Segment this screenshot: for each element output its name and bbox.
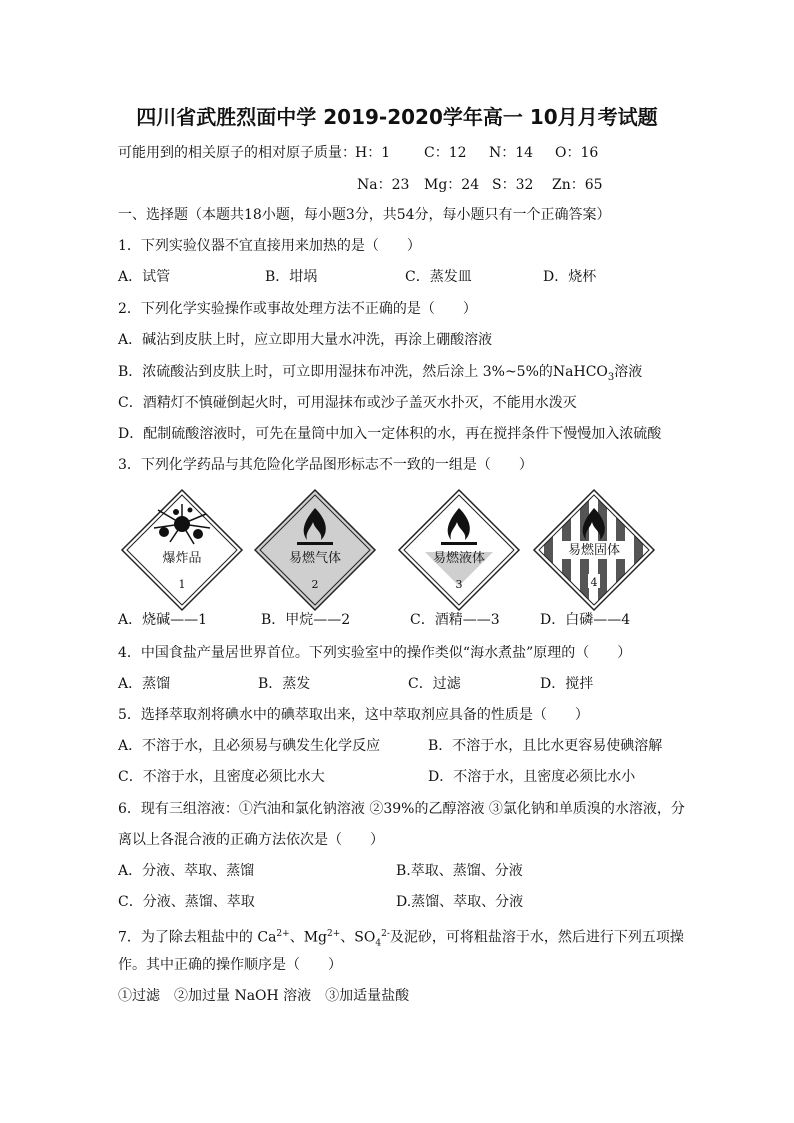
atomic-mass-h: H：1 (355, 145, 391, 161)
sign-1-label: 爆炸品 (162, 551, 202, 566)
q7-mg-charge: 2+ (327, 929, 341, 939)
question-3-option-a: A．烧碱——1 (118, 612, 208, 628)
question-6-stem-line2: 离以上各混合液的正确方法依次是（ ） (118, 832, 384, 848)
sign-3-number: 3 (455, 578, 463, 591)
q7-text-c: 、SO (340, 929, 376, 946)
sign-3-label: 易燃液体 (432, 551, 486, 566)
question-1-option-d: D．烧杯 (543, 269, 597, 285)
question-4-option-a: A．蒸馏 (118, 676, 171, 692)
question-6-option-a: A．分液、萃取、蒸馏 (118, 863, 255, 879)
sign-4-number: 4 (590, 576, 598, 589)
question-3-option-d: D．白磷——4 (540, 612, 631, 628)
question-7-stem-line1 (118, 924, 684, 953)
question-2-stem: 2．下列化学实验操作或事故处理方法不正确的是（ ） (118, 301, 477, 317)
question-6-stem-line1: 6．现有三组溶液：①汽油和氯化钠溶液 ②39%的乙醇溶液 ③氯化钠和单质溴的水溶液，分 (118, 801, 685, 817)
question-3-stem: 3．下列化学药品与其危险化学品图形标志不一致的一组是（ ） (118, 457, 533, 473)
q7-ca-charge: 2+ (276, 929, 290, 939)
question-4-stem: 4．中国食盐产量居世界首位。下列实验室中的操作类似“海水煮盐”原理的（ ） (118, 645, 632, 661)
q7-so4-charge: 2- (381, 929, 390, 939)
question-1-option-c: C．蒸发皿 (405, 269, 472, 285)
question-2-option-b-text: B．浓硫酸沾到皮肤上时，可立即用湿抹布冲洗，然后涂上 3%~5%的NaHCO (118, 364, 608, 380)
question-1-option-b: B．坩埚 (265, 269, 318, 285)
exam-title: 四川省武胜烈面中学 2019-2020学年高一 10月月考试题 (136, 105, 658, 129)
atomic-mass-mg: Mg：24 (424, 177, 480, 193)
question-2-option-b (118, 362, 642, 388)
question-5-stem: 5．选择萃取剂将碘水中的碘萃取出来，这中萃取剂应具备的性质是（ ） (118, 707, 589, 723)
atomic-mass-zn: Zn：65 (552, 177, 603, 193)
question-2-option-c: C．酒精灯不慎碰倒起火时，可用湿抹布或沙子盖灭水扑灭，不能用水泼灭 (118, 395, 577, 411)
atomic-mass-intro: 可能用到的相关原子的相对原子质量： (118, 145, 356, 161)
question-2-option-b-subscript: 3 (607, 371, 615, 383)
q7-text-b: 、Mg (289, 929, 327, 946)
question-1-option-a: A．试管 (118, 269, 171, 285)
hazard-sign-flammable-liquid (397, 488, 521, 612)
q7-text-a: 7．为了除去粗盐中的 Ca (118, 929, 277, 946)
question-5-option-b: B．不溶于水，且比水更容易使碘溶解 (428, 738, 663, 754)
question-5-option-c: C．不溶于水，且密度必须比水大 (118, 769, 325, 785)
question-6-option-b: B.萃取、蒸馏、分液 (396, 863, 523, 879)
atomic-mass-c: C：12 (424, 145, 467, 161)
question-3-option-c: C．酒精——3 (410, 612, 500, 628)
question-2-option-b-tail: 溶液 (614, 364, 643, 380)
q7-so4-subscript: 4 (375, 938, 382, 949)
question-7-steps: ①过滤 ②加过量 NaOH 溶液 ③加适量盐酸 (118, 988, 410, 1004)
question-4-option-d: D．搅拌 (540, 676, 594, 692)
atomic-mass-na: Na：23 (357, 177, 410, 193)
question-5-option-d: D．不溶于水，且密度必须比水小 (428, 769, 636, 785)
question-7-stem-line2: 作。其中正确的操作顺序是（ ） (118, 957, 342, 973)
question-2-option-d: D．配制硫酸溶液时，可先在量筒中加入一定体积的水，再在搅拌条件下慢慢加入浓硫酸 (118, 426, 662, 442)
sign-1-number: 1 (178, 578, 186, 591)
sign-4-label: 易燃固体 (567, 543, 621, 558)
question-4-option-c: C．过滤 (408, 676, 461, 692)
sign-2-label: 易燃气体 (288, 551, 342, 566)
question-6-option-d: D.蒸馏、萃取、分液 (396, 894, 524, 910)
question-2-option-a: A．碱沾到皮肤上时，应立即用大量水冲洗，再涂上硼酸溶液 (118, 332, 493, 348)
q7-text-d: 及泥砂，可将粗盐溶于水，然后进行下列五项操 (389, 929, 684, 946)
question-6-option-c: C．分液、蒸馏、萃取 (118, 894, 255, 910)
section-heading: 一、选择题（本题共18小题，每小题3分，共54分，每小题只有一个正确答案） (118, 207, 611, 223)
atomic-mass-n: N：14 (489, 145, 534, 161)
atomic-mass-o: O：16 (555, 145, 599, 161)
sign-2-number: 2 (311, 578, 319, 591)
question-5-option-a: A．不溶于水，且必须易与碘发生化学反应 (118, 738, 381, 754)
question-4-option-b: B．蒸发 (258, 676, 311, 692)
question-3-option-b: B．甲烷——2 (261, 612, 351, 628)
atomic-mass-s: S：32 (492, 177, 534, 193)
hazard-sign-flammable-solid (532, 488, 656, 612)
hazard-sign-explosive (120, 488, 244, 612)
hazard-sign-flammable-gas (253, 488, 377, 612)
question-1-stem: 1．下列实验仪器不宜直接用来加热的是（ ） (118, 238, 421, 254)
